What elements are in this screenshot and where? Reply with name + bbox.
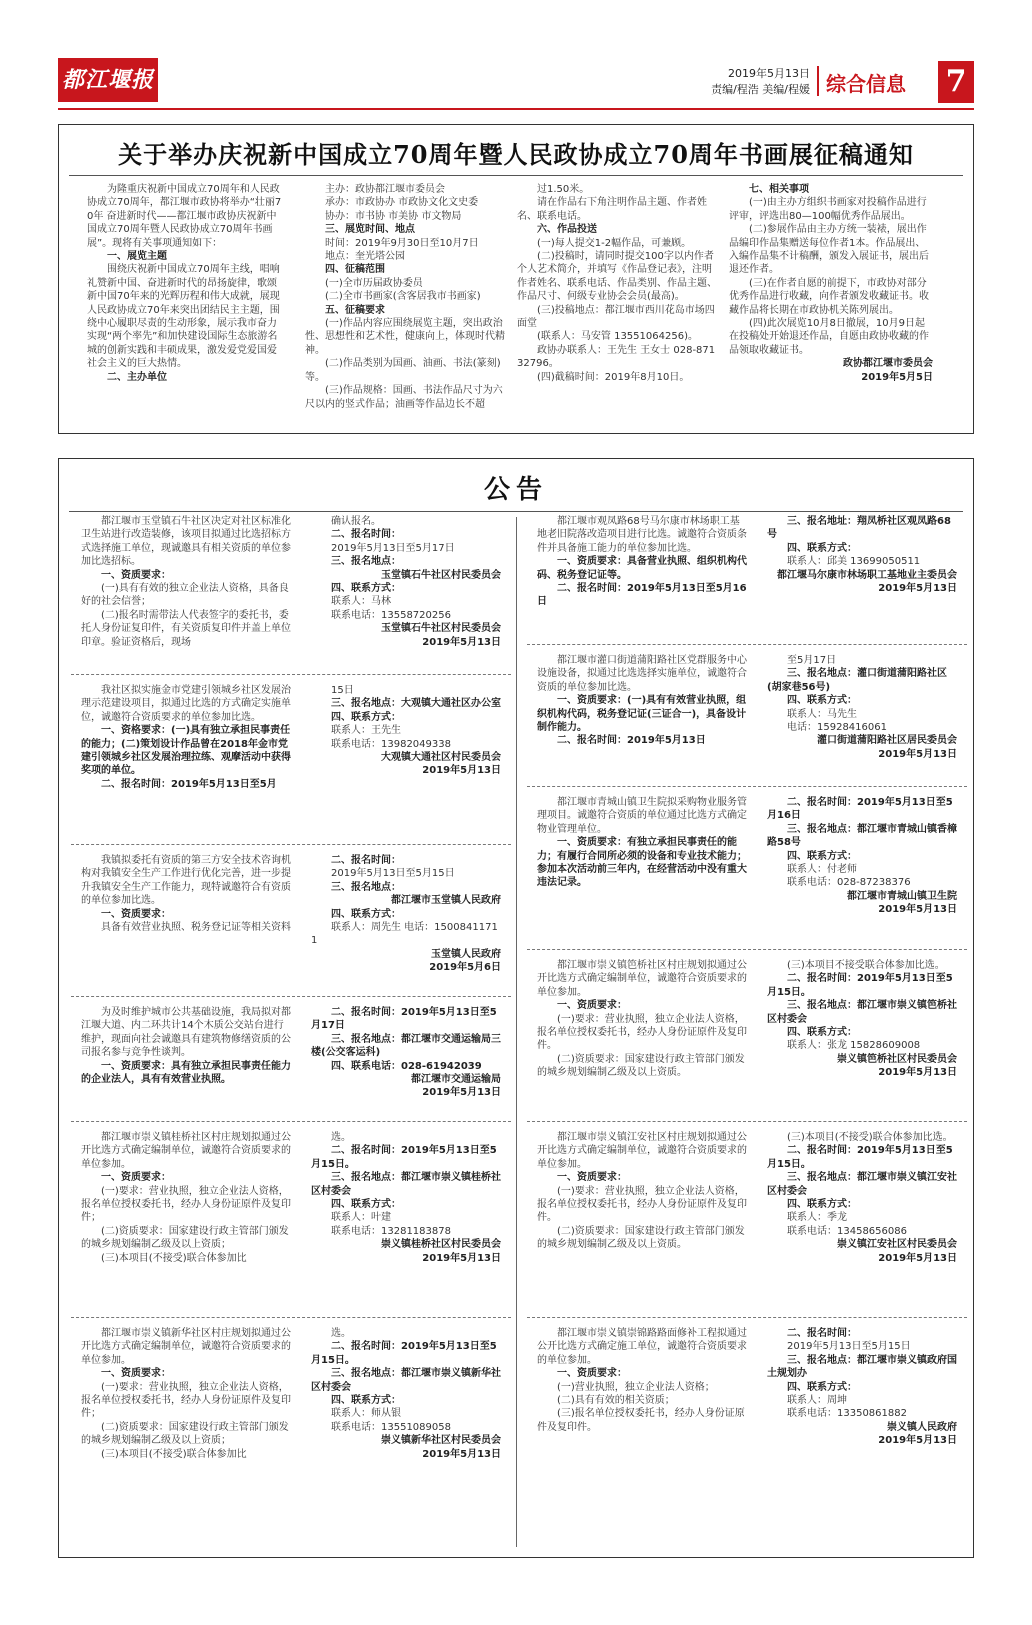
paragraph: 联系电话：13551089058	[331, 1421, 451, 1433]
paragraph: 2019年5月13日至5月15日	[787, 1341, 911, 1353]
section-heading: 三、报名地点：都江堰市交通运输局三楼(公交客运科)	[311, 1033, 501, 1059]
announcement-item	[81, 1327, 501, 1507]
section-heading: 四、联系方式：	[331, 711, 401, 723]
signature-line: 灌口街道蒲阳路社区居民委员会	[817, 735, 957, 747]
issue-date: 2019年5月13日	[728, 67, 810, 80]
signature-line: 都江堰市玉堂镇人民政府	[391, 895, 501, 907]
paragraph: 确认报名。	[331, 516, 381, 527]
section-heading: 一、资质要求：	[557, 1172, 627, 1184]
paragraph: 我镇拟委托有资质的第三方安全技术咨询机构对我镇安全生产工作进行优化完善，进一步提升我镇安全生产工作能力，现特诚邀符合有资质的单位参加比选。	[81, 855, 291, 907]
announcement-item	[537, 959, 957, 1123]
paragraph: 都江堰市青城山镇卫生院拟采购物业服务管理项目。诚邀符合资质的单位通过比选方式确定物业管理单位。	[537, 797, 747, 835]
announcement-body	[81, 515, 291, 675]
paragraph: 为隆重庆祝新中国成立70周年和人民政协成立70周年，都江堰市政协将举办“壮丽70年 奋进新时代——都江堰市政协庆祝新中国成立70周年暨人民政协成立70周年书画展”。现将有关事项通知如下：	[87, 184, 282, 249]
paragraph: (二)资质要求：国家建设行政主管部门颁发的城乡规划编制乙级及以上资质；	[81, 1421, 289, 1447]
section-heading: 一、资质要求：具备营业执照、组织机构代码、税务登记证等。	[537, 556, 747, 581]
paragraph: 联系人：叶建	[331, 1212, 391, 1224]
announcement-item	[537, 1327, 957, 1507]
exhibition-notice	[58, 124, 974, 434]
signature-line: 2019年5月13日	[878, 1252, 957, 1264]
paragraph: 都江堰市崇义镇桂桥社区村庄规划拟通过公开比选方式确定编制单位，诚邀符合资质要求的单位参加。	[81, 1132, 291, 1170]
item-divider	[71, 996, 511, 997]
item-divider	[527, 949, 967, 950]
paragraph: 都江堰市崇义镇崇锦路路面修补工程拟通过公开比选方式确定施工单位，诚邀符合资质要求的单位参加。	[537, 1328, 747, 1366]
section-heading: 四、联系电话：028-61942039	[331, 1060, 482, 1072]
section-heading: 三、报名地点：都江堰市青城山镇香樟路58号	[767, 823, 957, 849]
announcement-details	[311, 854, 501, 996]
signature-line: 2019年5月13日	[422, 1252, 501, 1264]
paragraph: (一)每人提交1-2幅作品，可兼顾。	[537, 237, 692, 249]
page-number: 7	[938, 61, 974, 103]
paragraph: 都江堰市崇义镇笆桥社区村庄规划拟通过公开比选方式确定编制单位，诚邀符合资质要求的单位参加。	[537, 960, 747, 998]
announcement-details	[767, 1327, 957, 1507]
paragraph: 为及时维护城市公共基础设施，我局拟对都江堰大道、内二环共计14个木质公交站台进行维护，现面向社会诚邀具有建筑物修缮资质的公司报名参与竞争性谈判。	[81, 1007, 291, 1059]
section-heading: 一、资质要求：	[101, 569, 171, 581]
announcements-panel	[58, 458, 974, 1558]
announcement-body	[81, 1006, 291, 1124]
section-heading: 二、报名时间：2019年5月13日	[557, 735, 706, 747]
paragraph: 联系人：邱美 13699050511	[787, 556, 921, 568]
signature-line: 2019年5月13日	[878, 748, 957, 760]
paragraph: 都江堰市玉堂镇石牛社区决定对社区标准化卫生站进行改造装修，该项目拟通过比选招标方式选择施工单位，现诚邀具有相关资质的单位参加比选招标。	[81, 516, 291, 568]
announcement-body	[81, 1131, 291, 1319]
announcement-body	[537, 796, 747, 951]
section-heading: 三、报名地点：都江堰市崇义镇桂桥社区村委会	[311, 1172, 501, 1197]
announcement-body	[537, 654, 747, 788]
section-heading: 三、报名地点：都江堰市崇义镇江安社区村委会	[767, 1172, 957, 1197]
paragraph: 联系电话：13281183878	[331, 1225, 451, 1237]
announcements-title: 公告	[483, 475, 548, 505]
section-heading: 六、作品投送	[537, 224, 597, 236]
announcement-details	[767, 1131, 957, 1319]
paragraph: (二)作品类别为国画、油画、书法(篆刻)等。	[305, 358, 501, 383]
header-separator	[817, 66, 819, 96]
signature-line: 玉堂镇石牛社区村民委员会	[381, 623, 501, 635]
paragraph: 围绕庆祝新中国成立70周年主线，唱响礼赞新中国、奋进新时代的昂扬旋律，歌颂新中国70年来的光辉历程和伟大成就，展现人民政协成立70年来突出团结民主主题，围绕中心履职尽责的生动形象，展示我市奋力实现“两个率先”和加快建设国际生态旅游名城的创新实践和丰硕成果，激发爱党爱国爱社会主义的巨大热情。	[87, 264, 280, 370]
paragraph: (一)全市历届政协委员	[325, 277, 423, 289]
paragraph: 都江堰市崇义镇新华社区村庄规划拟通过公开比选方式确定编制单位，诚邀符合资质要求的单位参加。	[81, 1328, 291, 1366]
signature-line: 2019年5月13日	[878, 583, 957, 595]
signature-line: 崇义镇新华社区村民委员会	[381, 1435, 501, 1447]
signature-line: 2019年5月13日	[878, 1435, 957, 1447]
paragraph: 联系电话：028-87238376	[787, 877, 911, 889]
section-heading: 三、报名地址：翔凤桥社区观凤路68号	[767, 516, 951, 541]
announcement-item	[537, 515, 957, 647]
paragraph: (二)资质要求：国家建设行政主管部门颁发的城乡规划编制乙级及以上资质。	[537, 1053, 745, 1079]
section-heading: 三、报名地点：都江堰市崇义镇笆桥社区村委会	[767, 1000, 957, 1025]
paragraph: (一)要求：营业执照，独立企业法人资格，报名单位授权委托书，经办人身份证原件及复印件。	[537, 1013, 747, 1052]
signature-line: 2019年5月13日	[422, 636, 501, 648]
paragraph: 请在作品右下角注明作品主题、作者姓名、联系电话。	[517, 197, 707, 222]
announcement-details	[311, 515, 501, 675]
section-heading: 三、报名地点：	[331, 881, 401, 893]
notice-column-2	[305, 183, 505, 427]
paragraph: (二)具有有效的相关资质；	[557, 1395, 675, 1407]
section-heading: 四、联系方式：	[331, 1395, 401, 1407]
section-heading: 四、联系方式：	[787, 1381, 857, 1393]
announcement-item	[537, 796, 957, 951]
signature-line: 2019年5月13日	[422, 765, 501, 777]
signature-line: 2019年5月13日	[878, 1067, 957, 1079]
announcement-body	[537, 515, 747, 647]
paragraph: (二)投稿时，请同时提交100字以内作者个人艺术简介，并填写《作品登记表》，注明作者姓名、联系电话、作品类别、作品主题、作品尺寸、何级专业协会会员(最高)。	[517, 251, 717, 303]
paragraph: (二)全市书画家(含客居我市书画家)	[325, 291, 481, 303]
announcement-details	[311, 684, 501, 844]
notice-title-rule	[69, 175, 963, 176]
paragraph: (一)要求：营业执照，独立企业法人资格，报名单位授权委托书，经办人身份证原件及复印件；	[81, 1381, 291, 1420]
section-heading: 三、报名地点：大观镇大通社区办公室	[331, 698, 501, 710]
paragraph: 电话：15928416061	[787, 722, 887, 734]
section-heading: 四、联系方式：	[787, 695, 857, 707]
paragraph: 都江堰市观凤路68号马尔康市林场职工基地老旧院落改造项目进行比选。诚邀符合资质条件并具备施工能力的单位参加比选。	[537, 516, 747, 554]
section-heading: 四、联系方式：	[787, 1027, 857, 1039]
paragraph: 时间：2019年9月30日至10月7日	[325, 237, 479, 249]
paragraph: (二)资质要求：国家建设行政主管部门颁发的城乡规划编制乙级及以上资质；	[81, 1225, 289, 1251]
item-divider	[71, 1121, 511, 1122]
section-heading: 一、资质要求：具有独立承担民事责任能力的企业法人，具有有效营业执照。	[81, 1060, 291, 1086]
item-divider	[527, 1317, 967, 1318]
announcement-item	[81, 684, 501, 844]
paragraph: (一)作品内容应围绕展览主题，突出政治性、思想性和艺术性，健康向上，体现时代精神。	[305, 318, 505, 356]
paragraph: (一)具有有效的独立企业法人资格，具备良好的社会信誉；	[81, 583, 289, 608]
section-heading: 四、联系方式：	[331, 1199, 401, 1211]
paragraph: 2019年5月13日至5月15日	[331, 868, 455, 880]
section-heading: 四、联系方式：	[787, 850, 857, 862]
paragraph: 联系电话：13558720256	[331, 609, 451, 621]
signature-line: 2019年5月13日	[878, 904, 957, 916]
signature-line: 都江堰马尔康市林场职工基地业主委员会	[777, 569, 957, 581]
paragraph: 政协办联系人：王先生 王女士 028-87132796。	[517, 344, 716, 370]
section-heading: 二、报名时间：2019年5月13日至5月16日	[537, 583, 747, 608]
signature-line: 都江堰市交通运输局	[411, 1074, 501, 1086]
paragraph: (一)营业执照，独立企业法人资格；	[557, 1381, 715, 1393]
paragraph: 联系人：付老师	[787, 864, 857, 876]
signature-line: 2019年5月13日	[422, 1087, 501, 1099]
item-divider	[71, 674, 511, 675]
section-heading: 四、联系方式：	[331, 908, 401, 920]
announcement-body	[537, 1131, 747, 1319]
paragraph: 过1.50米。	[537, 184, 590, 195]
announcement-body	[81, 684, 291, 844]
signature-line: 2019年5月5日	[861, 371, 933, 383]
editors: 责编/程浩 美编/程媛	[711, 83, 810, 96]
section-heading: 一、资质要求：有独立承担民事责任的能力；有履行合同所必须的设备和专业技术能力；参加本次活动前三年内，在经营活动中没有重大违法记录。	[537, 837, 747, 889]
section-heading: 二、报名时间：2019年5月13日至5月16日	[767, 797, 953, 822]
paragraph: 联系人：师从银	[331, 1408, 401, 1420]
paragraph: 联系电话：13982049338	[331, 738, 451, 750]
paragraph: (联系人：马安管 13551064256)。	[537, 331, 698, 343]
paragraph: 联系人：张龙 15828609008	[787, 1040, 921, 1052]
announcement-item	[81, 1131, 501, 1319]
item-divider	[527, 644, 967, 645]
paragraph: (一)由主办方组织书画家对投稿作品进行评审，评选出80—100幅优秀作品展出。	[729, 197, 927, 222]
section-heading: 三、展览时间、地点	[325, 224, 415, 236]
item-divider	[527, 786, 967, 787]
paragraph: (四)截稿时间：2019年8月10日。	[537, 371, 690, 383]
section-heading: 二、报名时间：2019年5月13日至5月15日。	[311, 1145, 497, 1170]
section-heading: 四、联系方式：	[787, 1199, 857, 1211]
paragraph: (三)在作者自愿的前提下，市政协对部分优秀作品进行收藏，向作者颁发收藏证书。收藏作品将长期在市政协机关陈列展出。	[729, 277, 929, 316]
section-heading: 三、报名地点：都江堰市崇义镇政府国土规划办	[767, 1354, 957, 1380]
announcement-body	[81, 854, 291, 996]
paragraph: 联系人：王先生	[331, 725, 401, 737]
section-heading: 四、联系方式：	[331, 583, 401, 595]
paragraph: 都江堰市崇义镇江安社区村庄规划拟通过公开比选方式确定编制单位，诚邀符合资质要求的单位参加。	[537, 1132, 747, 1170]
paragraph: 联系电话：13350861882	[787, 1408, 907, 1420]
section-heading: 二、报名时间：	[331, 529, 401, 541]
signature-line: 玉堂镇石牛社区村民委员会	[381, 569, 501, 581]
section-heading: 七、相关事项	[749, 184, 809, 195]
paragraph: 联系人：季龙	[787, 1212, 847, 1224]
section-heading: 一、资质要求：	[557, 1000, 627, 1012]
section-heading: 二、报名时间：2019年5月13日至5月15日。	[311, 1341, 497, 1366]
announcement-details	[767, 796, 957, 951]
section-heading: 四、征稿范围	[325, 264, 385, 276]
section-heading: 一、资质要求：(一)具有有效营业执照，组织机构代码，税务登记证(三证合一)，具备设计制作能力。	[537, 695, 747, 734]
header-meta	[711, 66, 810, 98]
paragraph: 地点：奎光塔公园	[325, 251, 405, 263]
section-heading: 一、资格要求：(一)具有独立承担民事责任的能力；(二)策划设计作品曾在2018年金市党建引领城乡社区发展治理拉练、观摩活动中获得奖项的单位。	[81, 725, 291, 777]
column-divider	[516, 517, 517, 1547]
notice-column-1	[87, 183, 283, 427]
item-divider	[527, 1121, 967, 1122]
section-heading: 一、资质要求：	[101, 908, 171, 920]
section-heading: 三、报名地点：	[331, 556, 401, 568]
signature-line: 崇义镇桂桥社区村民委员会	[381, 1239, 501, 1251]
paragraph: 协办：市书协 市美协 市文物局	[325, 210, 462, 222]
paragraph: 联系人：马林	[331, 596, 391, 608]
signature-line: 玉堂镇人民政府	[431, 948, 501, 960]
announcement-details	[767, 515, 957, 647]
signature-line: 崇义镇人民政府	[887, 1421, 957, 1433]
paragraph: (三)本项目(不接受)联合体参加比选。	[787, 1132, 953, 1143]
paragraph: (一)要求：营业执照，独立企业法人资格，报名单位授权委托书，经办人身份证原件及复印件；	[81, 1185, 291, 1224]
item-divider	[71, 1317, 511, 1318]
paragraph: 联系电话：13458656086	[787, 1225, 907, 1237]
announcement-item	[81, 515, 501, 675]
section-heading: 二、报名时间：	[787, 1328, 857, 1339]
paragraph: (一)要求：营业执照，独立企业法人资格，报名单位授权委托书，经办人身份证原件及复印件。	[537, 1185, 747, 1224]
section-heading: 一、资质要求：	[101, 1368, 171, 1380]
notice-title: 关于举办庆祝新中国成立70周年暨人民政协成立70周年书画展征稿通知	[118, 140, 914, 169]
announcement-body	[537, 959, 747, 1123]
signature-line: 崇义镇笆桥社区村民委员会	[837, 1053, 957, 1065]
paragraph: 选。	[331, 1132, 351, 1143]
signature-line: 政协都江堰市委员会	[843, 358, 933, 370]
paragraph: 至5月17日	[787, 655, 837, 666]
paragraph: 承办：市政协办 市政协文化文史委	[325, 197, 479, 209]
announcement-item	[537, 654, 957, 788]
signature-line: 崇义镇江安社区村民委员会	[837, 1239, 957, 1251]
paragraph: 选。	[331, 1328, 351, 1339]
announcement-details	[311, 1006, 501, 1124]
paragraph: 具备有效营业执照、税务登记证等相关资料	[101, 922, 291, 934]
paragraph: 联系人：周坤	[787, 1395, 847, 1407]
signature-line: 都江堰市青城山镇卫生院	[847, 890, 957, 902]
paragraph: 联系人：马先生	[787, 708, 857, 720]
paragraph: 15日	[331, 685, 354, 696]
paragraph: 2019年5月13日至5月17日	[331, 542, 455, 554]
section-title: 综合信息	[826, 72, 906, 96]
announcement-item	[537, 1131, 957, 1319]
notice-column-4	[729, 183, 933, 427]
section-heading: 二、报名时间：	[331, 855, 401, 866]
announcement-details	[767, 654, 957, 788]
announcements-title-rule	[69, 511, 963, 512]
paragraph: (三)作品规格：国画、书法作品尺寸为六尺以内的竖式作品；油画等作品边长不超	[305, 385, 503, 410]
section-heading: 二、报名时间：2019年5月13日至5月	[101, 778, 277, 790]
paragraph: 都江堰市灌口街道蒲阳路社区党群服务中心设施设备，拟通过比选选择实施单位，诚邀符合资质的单位参加比选。	[537, 655, 747, 693]
newspaper-logo: 都江堰报	[58, 58, 158, 102]
paragraph: 联系人：周先生 电话：15008411711	[311, 922, 498, 947]
signature-line: 2019年5月6日	[429, 962, 501, 974]
section-heading: 二、主办单位	[107, 371, 167, 383]
paragraph: (三)报名单位授权委托书，经办人身份证原件及复印件。	[537, 1408, 745, 1433]
paragraph: (二)资质要求：国家建设行政主管部门颁发的城乡规划编制乙级及以上资质。	[537, 1225, 745, 1251]
section-heading: 一、资质要求：	[557, 1368, 627, 1380]
signature-line: 大观镇大通社区村民委员会	[381, 752, 501, 764]
section-heading: 四、联系方式：	[787, 542, 857, 554]
announcement-item	[81, 1006, 501, 1124]
announcement-body	[537, 1327, 747, 1507]
section-heading: 三、报名地点：都江堰市崇义镇新华社区村委会	[311, 1368, 501, 1393]
paragraph: (二)报名时需带法人代表签字的委托书，委托人身份证复印件，有关资质复印件并盖上单位印章。验证资格后，现场	[81, 609, 291, 648]
paragraph: (三)投稿地点：都江堰市西川花岛市场四面堂	[517, 304, 715, 330]
paragraph: (四)此次展览10月8日撤展，10月9日起在投稿处开始退还作品，自愿由政协收藏的作品领取收藏证书。	[729, 318, 929, 356]
paragraph: (三)本项目(不接受)联合体参加比	[101, 1448, 247, 1460]
item-divider	[71, 844, 511, 845]
signature-line: 2019年5月13日	[422, 1448, 501, 1460]
notice-column-3	[517, 183, 717, 427]
paragraph: (三)本项目不接受联合体参加比选。	[787, 960, 945, 971]
announcement-body	[81, 1327, 291, 1507]
section-heading: 一、资质要求：	[101, 1172, 171, 1184]
section-heading: 二、报名时间：2019年5月13日至5月15日。	[767, 1145, 953, 1170]
section-heading: 五、征稿要求	[325, 304, 385, 316]
announcement-details	[311, 1131, 501, 1319]
section-heading: 二、报名时间：2019年5月13日至5月15日。	[767, 973, 953, 998]
section-heading: 二、报名时间：2019年5月13日至5月17日	[311, 1007, 497, 1032]
section-heading: 一、展览主题	[107, 251, 167, 263]
header-rule	[58, 108, 974, 110]
paragraph: 我社区拟实施金市党建引领城乡社区发展治理示范建设项目，拟通过比选的方式确定实施单位，诚邀符合资质要求的单位参加比选。	[81, 685, 291, 723]
announcement-details	[767, 959, 957, 1123]
announcement-item	[81, 854, 501, 996]
paragraph: 主办：政协都江堰市委员会	[325, 184, 445, 195]
section-heading: 三、报名地点：灌口街道蒲阳路社区(胡家巷56号)	[767, 668, 947, 693]
paragraph: (三)本项目(不接受)联合体参加比	[101, 1252, 247, 1264]
paragraph: (二)参展作品由主办方统一装裱，展出作品编印作品集赠送每位作者1本。作品展出、入编作品集不计稿酬，颁发入展证书，展出后退还作者。	[729, 224, 929, 276]
announcement-details	[311, 1327, 501, 1507]
